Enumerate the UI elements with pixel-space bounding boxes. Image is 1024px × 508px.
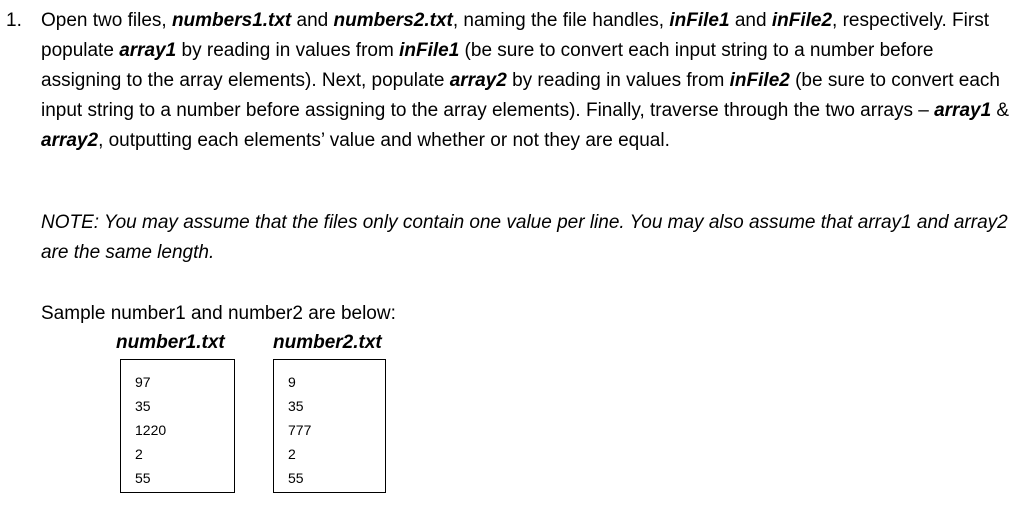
text-segment: (be sure to convert each input string to a number before assigning to the array elements). Next, populate <box>41 40 934 91</box>
file-line: 2 <box>288 446 296 462</box>
text-segment: Open two files, <box>41 10 172 31</box>
file-line: 97 <box>135 374 151 390</box>
file-line: 777 <box>288 422 312 438</box>
file-contents-number1 <box>120 359 235 493</box>
text-segment: , outputting each elements’ value and whether or not they are equal. <box>98 130 670 151</box>
text-segment: by reading in values from <box>506 70 730 91</box>
handle-infile1: inFile1 <box>669 10 730 31</box>
text-segment: by reading in values from <box>176 40 400 61</box>
note-paragraph: NOTE: You may assume that the files only contain one value per line. You may also assume that array1 and array2 are the same length. <box>41 212 1008 263</box>
filename-numbers2: numbers2.txt <box>333 10 453 31</box>
text-segment: and <box>291 10 334 31</box>
file-line: 2 <box>135 446 143 462</box>
handle-infile2: inFile2 <box>729 70 790 91</box>
text-segment: , respectively. First populate <box>41 10 989 61</box>
handle-infile2: inFile2 <box>771 10 833 31</box>
instructions-paragraph <box>41 6 1016 156</box>
text-segment: , naming the file handles, <box>452 10 670 31</box>
file-title-number1: number1.txt <box>116 332 225 353</box>
item-number: 1. <box>6 10 22 31</box>
file-title-number2: number2.txt <box>273 332 382 353</box>
filename-numbers1: numbers1.txt <box>171 10 292 31</box>
file-line: 55 <box>135 470 151 486</box>
file-line: 35 <box>135 398 151 414</box>
file-line: 55 <box>288 470 304 486</box>
array1-name: array1 <box>934 100 992 121</box>
array1-name: array1 <box>119 40 177 61</box>
text-segment: & <box>991 100 1010 121</box>
text-segment: and <box>729 10 772 31</box>
text-segment: (be sure to convert each input string to a number before assigning to the array elements). Finally, traverse through the two arrays – <box>41 70 1000 121</box>
file-line: 9 <box>288 374 296 390</box>
sample-intro: Sample number1 and number2 are below: <box>41 303 396 324</box>
file-line: 35 <box>288 398 304 414</box>
handle-infile1: inFile1 <box>399 40 460 61</box>
array2-name: array2 <box>41 130 99 151</box>
file-contents-number2 <box>273 359 386 493</box>
array2-name: array2 <box>449 70 507 91</box>
file-line: 1220 <box>135 422 167 438</box>
